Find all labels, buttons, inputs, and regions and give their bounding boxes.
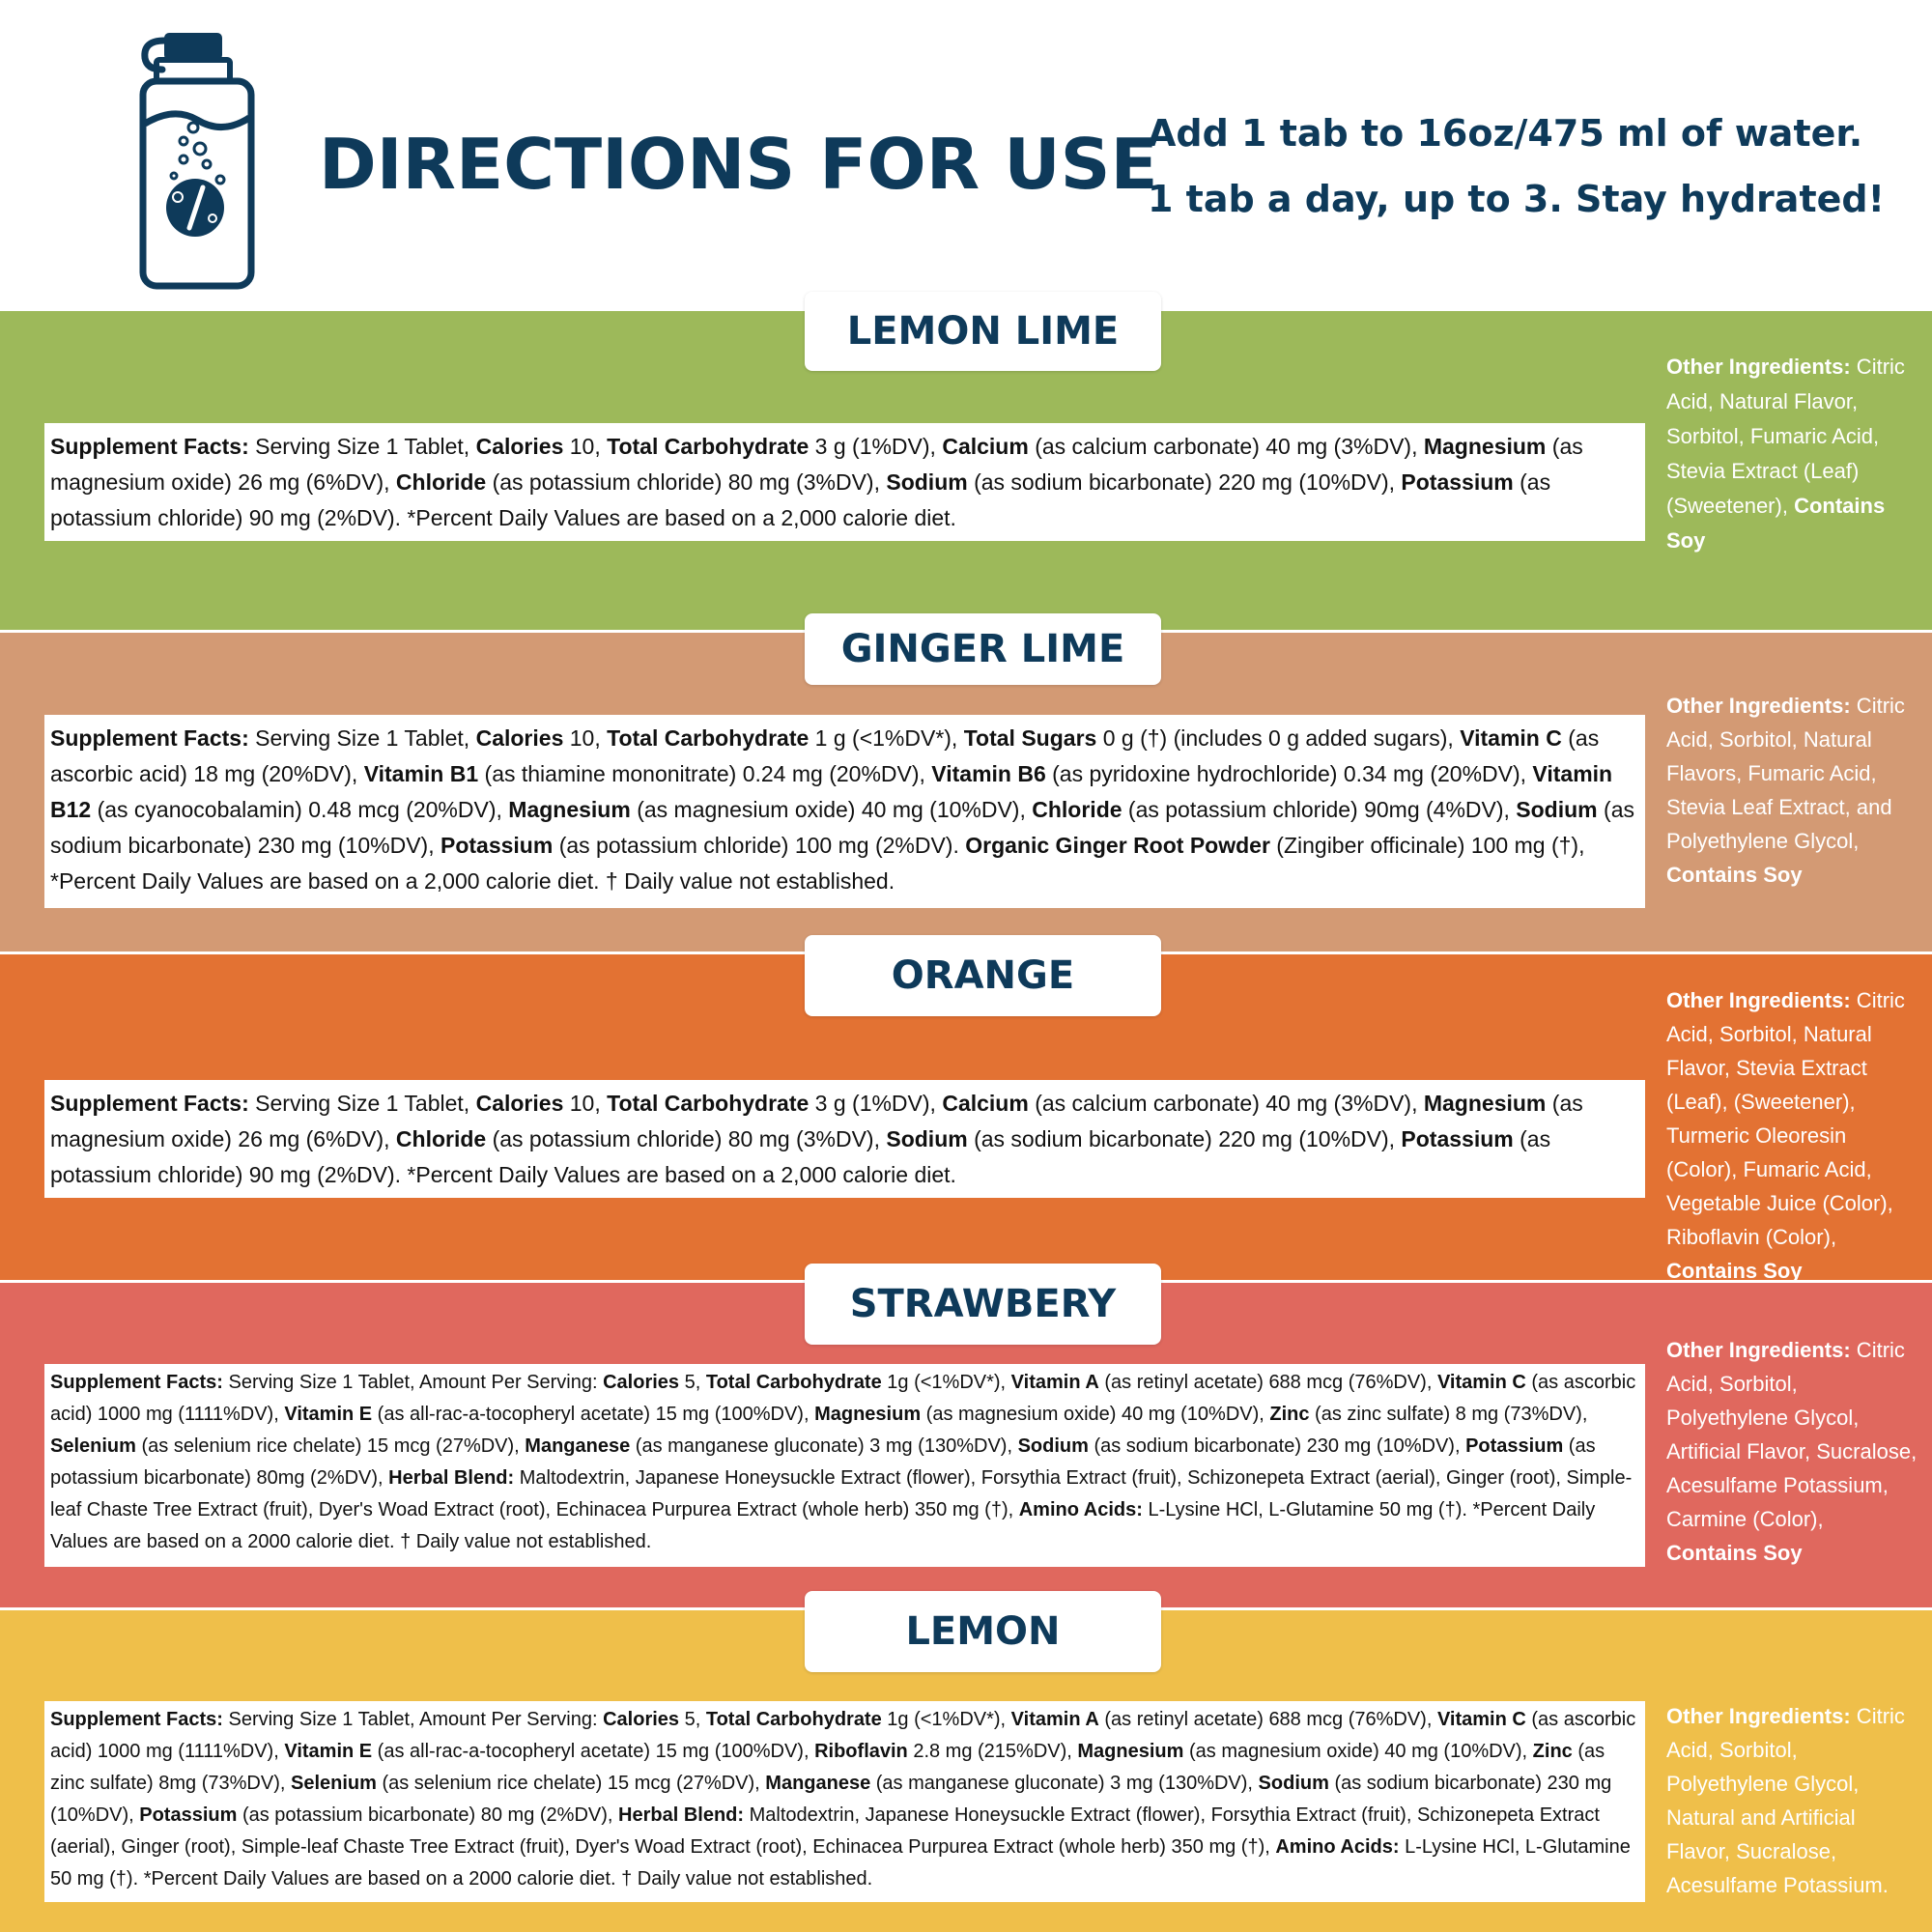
flavor-title: LEMON — [805, 1591, 1161, 1672]
bold-label: Herbal Blend: — [388, 1467, 515, 1489]
bold-label: Sodium — [1258, 1773, 1329, 1794]
directions-text — [1148, 100, 1885, 232]
bold-label: Contains Soy — [1666, 1259, 1803, 1283]
bold-label: Supplement Facts: — [50, 434, 249, 459]
bold-label: Other Ingredients: — [1666, 694, 1851, 718]
bold-label: Riboflavin — [814, 1741, 908, 1762]
page-title: DIRECTIONS FOR USE — [319, 124, 1158, 205]
bold-label: Potassium — [1401, 1126, 1514, 1151]
bold-label: Magnesium — [1077, 1741, 1184, 1762]
other-ingredients: Other Ingredients: Citric Acid, Sorbitol, Polyethylene Glycol, Artificial Flavor, Sucralose, Acesulfame Potassium, Carmine (Color), Contains Soy — [1666, 1338, 1918, 1565]
bold-label: Calories — [475, 1091, 564, 1116]
bold-label: Total Carbohydrate — [705, 1709, 882, 1730]
bold-label: Potassium — [440, 833, 554, 858]
bold-label: Vitamin B1 — [363, 761, 479, 786]
bold-label: Sodium — [886, 1126, 968, 1151]
bold-label: Sodium — [886, 469, 968, 495]
bold-label: Total Carbohydrate — [607, 434, 810, 459]
flavor-band-lemon-lime — [0, 311, 1932, 630]
bold-label: Vitamin C — [1460, 725, 1562, 751]
flavor-title: LEMON LIME — [805, 292, 1161, 371]
bold-label: Selenium — [50, 1435, 136, 1457]
bold-label: Amino Acids: — [1018, 1499, 1143, 1520]
bold-label: Contains Soy — [1666, 1541, 1803, 1565]
other-ingredients: Other Ingredients: Citric Acid, Natural Flavor, Sorbitol, Fumaric Acid, Stevia Extract (Leaf) (Sweetener), Contains Soy — [1666, 355, 1905, 553]
bold-label: Other Ingredients: — [1666, 1704, 1851, 1728]
bold-label: Supplement Facts: — [50, 1091, 249, 1116]
bold-label: Selenium — [290, 1773, 377, 1794]
bold-label: Supplement Facts: — [50, 725, 249, 751]
other-ingredients: Other Ingredients: Citric Acid, Sorbitol, Natural Flavor, Stevia Extract (Leaf), (Sweetener), Turmeric Oleoresin (Color), Fumaric Acid, Vegetable Juice (Color), Riboflavin (Color), Contains Soy — [1666, 988, 1905, 1283]
bold-label: Potassium — [1465, 1435, 1564, 1457]
bold-label: Vitamin A — [1010, 1709, 1099, 1730]
bold-label: Calories — [603, 1709, 680, 1730]
directions-line-2: 1 tab a day, up to 3. Stay hydrated! — [1148, 178, 1885, 220]
bold-label: Total Sugars — [963, 725, 1097, 751]
bold-label: Supplement Facts: — [50, 1709, 223, 1730]
bold-label: Herbal Blend: — [618, 1804, 745, 1826]
bold-label: Chloride — [395, 1126, 487, 1151]
bold-label: Potassium — [1401, 469, 1514, 495]
bold-label: Other Ingredients: — [1666, 988, 1851, 1012]
bold-label: Vitamin A — [1010, 1372, 1099, 1393]
bold-label: Magnesium — [1423, 1091, 1547, 1116]
bold-label: Total Carbohydrate — [607, 725, 810, 751]
bold-label: Amino Acids: — [1275, 1836, 1400, 1858]
bold-label: Manganese — [765, 1773, 871, 1794]
bold-label: Potassium — [139, 1804, 238, 1826]
bold-label: Other Ingredients: — [1666, 1338, 1851, 1362]
bold-label: Vitamin E — [284, 1741, 373, 1762]
bold-label: Total Carbohydrate — [705, 1372, 882, 1393]
bold-label: Calcium — [942, 434, 1029, 459]
bold-label: Vitamin C — [1436, 1709, 1526, 1730]
supplement-facts: Supplement Facts: Serving Size 1 Tablet, Amount Per Serving: Calories 5, Total Carbohydrate 1g (<1%DV*), Vitamin A (as retinyl acetate) 688 mcg (76%DV), Vitamin C (as ascorbic acid) 1000 mg (1111%DV), Vitamin E (as all-rac-a-tocopheryl acetate) 15 mg (100%DV), Riboflavin 2.8 mg (215%DV), Magnesium (as magnesium oxide) 40 mg (10%DV), Zinc (as zinc sulfate) 8mg (73%DV), Selenium (as selenium rice chelate) 15 mcg (27%DV), Manganese (as manganese gluconate) 3 mg (130%DV), Sodium (as sodium bicarbonate) 230 mg (10%DV), Potassium (as potassium bicarbonate) 80 mg (2%DV), Herbal Blend: Maltodextrin, Japanese Honeysuckle Extract (flower), Forsythia Extract (fruit), Schizonepeta Extract (aerial), Ginger (root), Simple-leaf Chaste Tree Extract (fruit), Dyer's Woad Extract (root), Echinacea Purpurea Extract (whole herb) 350 mg (†), Amino Acids: L-Lysine HCl, L-Glutamine 50 mg (†). *Percent Daily Values are based on a 2000 calorie diet. † Daily value not established. — [44, 1701, 1645, 1902]
bold-label: Chloride — [1032, 797, 1122, 822]
bold-label: Vitamin E — [284, 1404, 373, 1425]
bold-label: Vitamin B6 — [931, 761, 1046, 786]
directions-line-1: Add 1 tab to 16oz/475 ml of water. — [1148, 112, 1863, 155]
other-ingredients: Other Ingredients: Citric Acid, Sorbitol, Polyethylene Glycol, Natural and Artificial Flavor, Sucralose, Acesulfame Potassium. — [1666, 1704, 1905, 1897]
bold-label: Manganese — [525, 1435, 631, 1457]
flavor-title: GINGER LIME — [805, 613, 1161, 685]
bold-label: Contains Soy — [1666, 863, 1803, 887]
flavor-title: STRAWBERY — [805, 1264, 1161, 1345]
bold-label: Total Carbohydrate — [607, 1091, 810, 1116]
bold-label: Magnesium — [508, 797, 631, 822]
flavor-title: ORANGE — [805, 935, 1161, 1016]
bold-label: Calories — [475, 725, 564, 751]
bold-label: Zinc — [1532, 1741, 1573, 1762]
flavor-band-lemon — [0, 1610, 1932, 1932]
bold-label: Calories — [475, 434, 564, 459]
flavor-band-orange — [0, 953, 1932, 1283]
water-bottle-icon — [135, 19, 261, 295]
bold-label: Contains Soy — [1666, 494, 1886, 553]
bold-label: Sodium — [1516, 797, 1598, 822]
bold-label: Organic Ginger Root Powder — [965, 833, 1270, 858]
bold-label: Calories — [603, 1372, 680, 1393]
flavor-band-ginger-lime — [0, 627, 1932, 952]
bold-label: Supplement Facts: — [50, 1372, 223, 1393]
supplement-facts: Supplement Facts: Serving Size 1 Tablet, Calories 10, Total Carbohydrate 3 g (1%DV), Calcium (as calcium carbonate) 40 mg (3%DV), Magnesium (as magnesium oxide) 26 mg (6%DV), Chloride (as potassium chloride) 80 mg (3%DV), Sodium (as sodium bicarbonate) 220 mg (10%DV), Potassium (as potassium chloride) 90 mg (2%DV). *Percent Daily Values are based on a 2,000 calorie diet. — [44, 1080, 1645, 1198]
supplement-facts: Supplement Facts: Serving Size 1 Tablet, Calories 10, Total Carbohydrate 1 g (<1%DV*), Total Sugars 0 g (†) (includes 0 g added sugars), Vitamin C (as ascorbic acid) 18 mg (20%DV), Vitamin B1 (as thiamine mononitrate) 0.24 mg (20%DV), Vitamin B6 (as pyridoxine hydrochloride) 0.34 mg (20%DV), Vitamin B12 (as cyanocobalamin) 0.48 mcg (20%DV), Magnesium (as magnesium oxide) 40 mg (10%DV), Chloride (as potassium chloride) 90mg (4%DV), Sodium (as sodium bicarbonate) 230 mg (10%DV), Potassium (as potassium chloride) 100 mg (2%DV). Organic Ginger Root Powder (Zingiber officinale) 100 mg (†), *Percent Daily Values are based on a 2,000 calorie diet. † Daily value not established. — [44, 715, 1645, 908]
bold-label: Zinc — [1269, 1404, 1310, 1425]
supplement-facts: Supplement Facts: Serving Size 1 Tablet, Calories 10, Total Carbohydrate 3 g (1%DV), Calcium (as calcium carbonate) 40 mg (3%DV), Magnesium (as magnesium oxide) 26 mg (6%DV), Chloride (as potassium chloride) 80 mg (3%DV), Sodium (as sodium bicarbonate) 220 mg (10%DV), Potassium (as potassium chloride) 90 mg (2%DV). *Percent Daily Values are based on a 2,000 calorie diet. — [44, 423, 1645, 541]
bold-label: Sodium — [1017, 1435, 1089, 1457]
supplement-facts: Supplement Facts: Serving Size 1 Tablet, Amount Per Serving: Calories 5, Total Carbohydrate 1g (<1%DV*), Vitamin A (as retinyl acetate) 688 mcg (76%DV), Vitamin C (as ascorbic acid) 1000 mg (1111%DV), Vitamin E (as all-rac-a-tocopheryl acetate) 15 mg (100%DV), Magnesium (as magnesium oxide) 40 mg (10%DV), Zinc (as zinc sulfate) 8 mg (73%DV), Selenium (as selenium rice chelate) 15 mcg (27%DV), Manganese (as manganese gluconate) 3 mg (130%DV), Sodium (as sodium bicarbonate) 230 mg (10%DV), Potassium (as potassium bicarbonate) 80mg (2%DV), Herbal Blend: Maltodextrin, Japanese Honeysuckle Extract (flower), Forsythia Extract (fruit), Schizonepeta Extract (aerial), Ginger (root), Simple-leaf Chaste Tree Extract (fruit), Dyer's Woad Extract (root), Echinacea Purpurea Extract (whole herb) 350 mg (†), Amino Acids: L-Lysine HCl, L-Glutamine 50 mg (†). *Percent Daily Values are based on a 2000 calorie diet. † Daily value not established. — [44, 1364, 1645, 1567]
bold-label: Magnesium — [1423, 434, 1547, 459]
bold-label: Magnesium — [814, 1404, 922, 1425]
other-ingredients: Other Ingredients: Citric Acid, Sorbitol, Natural Flavors, Fumaric Acid, Stevia Leaf Extract, and Polyethylene Glycol, Contains Soy — [1666, 694, 1905, 887]
flavor-band-strawberry — [0, 1283, 1932, 1607]
bold-label: Chloride — [395, 469, 487, 495]
bold-label: Vitamin B12 — [50, 761, 1613, 822]
header — [0, 0, 1932, 311]
bold-label: Vitamin C — [1436, 1372, 1526, 1393]
bold-label: Calcium — [942, 1091, 1029, 1116]
bold-label: Other Ingredients: — [1666, 355, 1851, 379]
